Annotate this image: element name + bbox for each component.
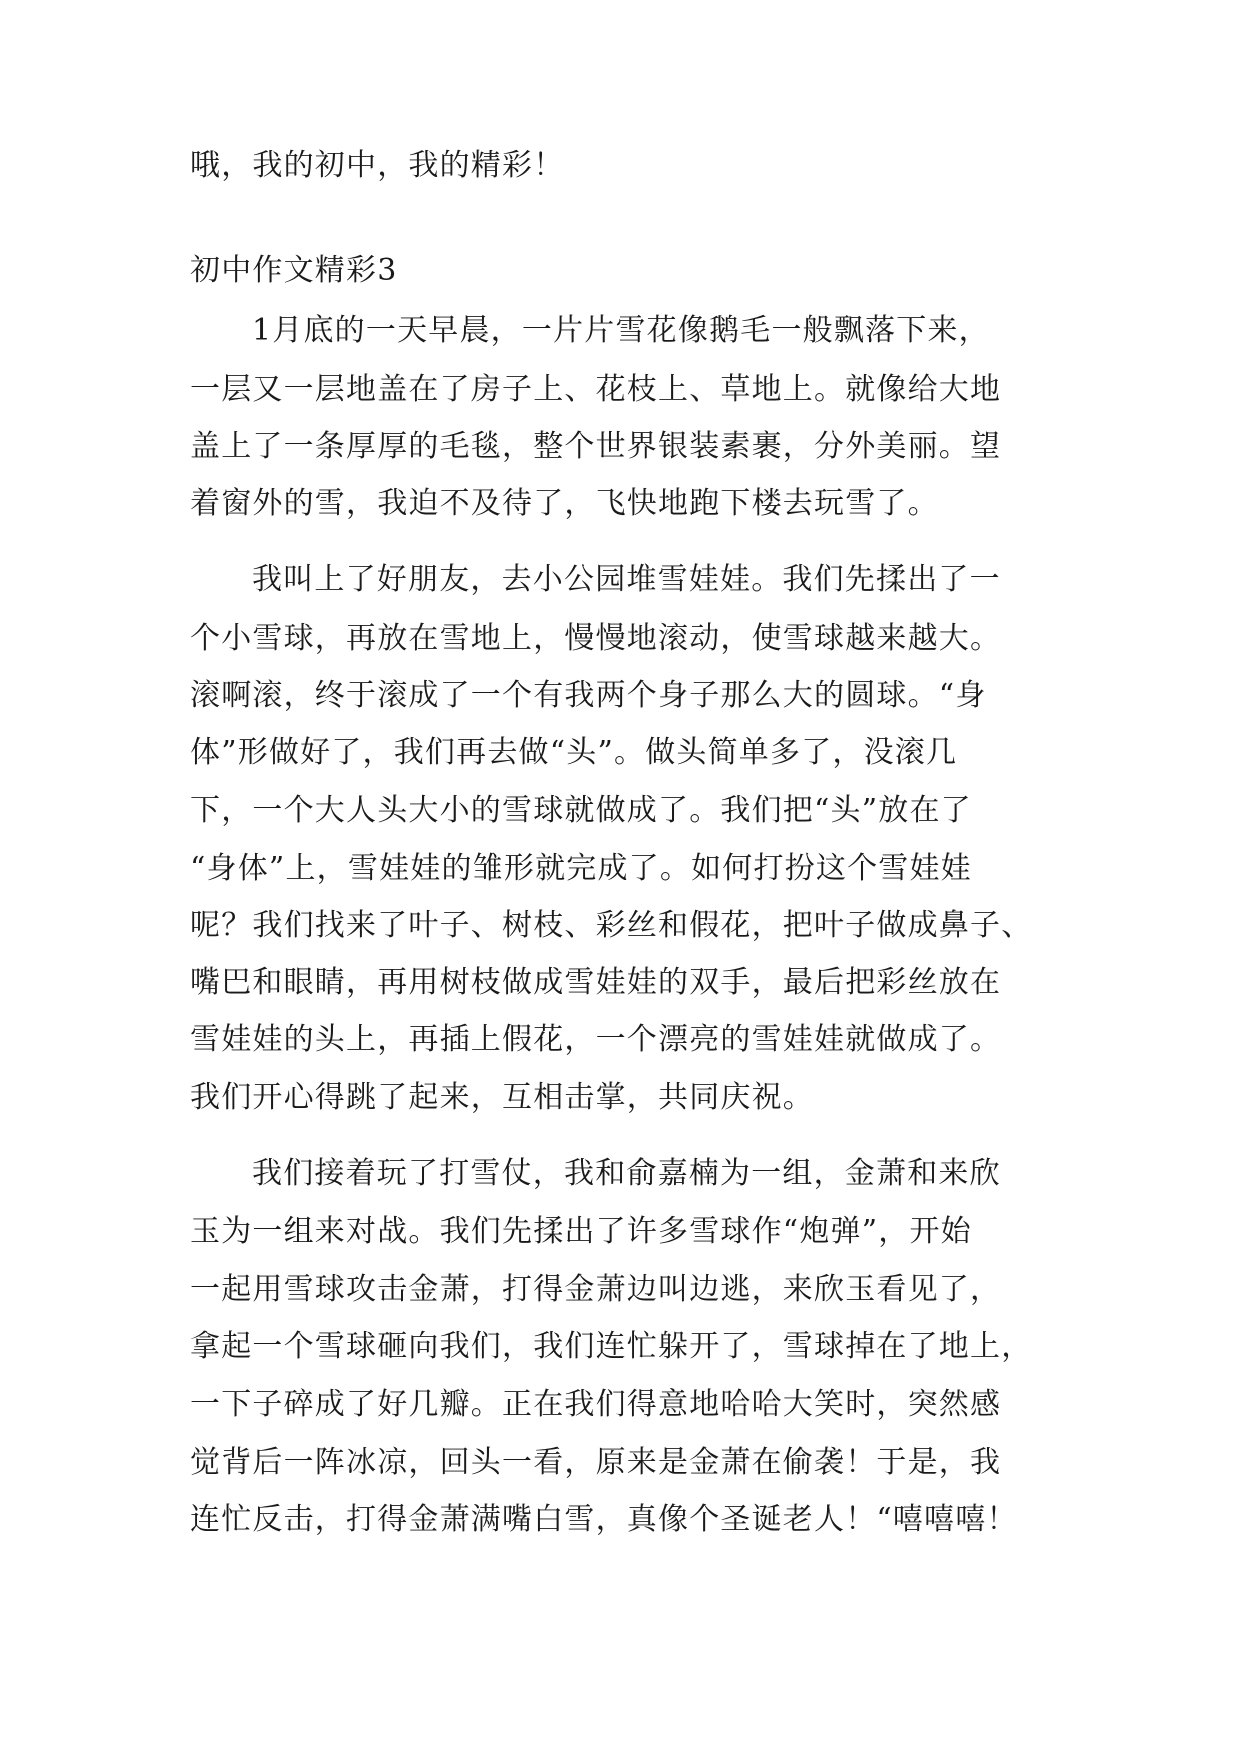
text-line: 玉为一组来对战。我们先揉出了许多雪球作“炮弹”，开始	[190, 1214, 972, 1249]
text-line: 一层又一层地盖在了房子上、花枝上、草地上。就像给大地	[190, 372, 1002, 407]
text-line: 一起用雪球攻击金萧，打得金萧边叫边逃，来欣玉看见了，	[190, 1272, 1002, 1307]
text-line: 我们开心得跳了起来，互相击掌，共同庆祝。	[190, 1080, 814, 1115]
text-line: 体”形做好了，我们再去做“头”。做头简单多了，没滚几	[190, 735, 958, 770]
text-line: 盖上了一条厚厚的毛毯，整个世界银装素裹，分外美丽。望	[190, 429, 1002, 464]
text-line: 我叫上了好朋友，去小公园堆雪娃娃。我们先揉出了一	[252, 562, 1001, 597]
text-line: 一下子碎成了好几瓣。正在我们得意地哈哈大笑时，突然感	[190, 1387, 1002, 1422]
section-title: 初中作文精彩3	[190, 253, 398, 288]
text-line: 呢？我们找来了叶子、树枝、彩丝和假花，把叶子做成鼻子、	[190, 908, 1033, 943]
text-line: 下，一个大人头大小的雪球就做成了。我们把“头”放在了	[190, 793, 972, 828]
text-line: 个小雪球，再放在雪地上，慢慢地滚动，使雪球越来越大。	[190, 621, 1002, 656]
text-line: 嘴巴和眼睛，再用树枝做成雪娃娃的双手，最后把彩丝放在	[190, 965, 1002, 1000]
text-line: 滚啊滚，终于滚成了一个有我两个身子那么大的圆球。“身	[190, 678, 987, 713]
text-line: 着窗外的雪，我迫不及待了，飞快地跑下楼去玩雪了。	[190, 486, 939, 521]
text-line: 觉背后一阵冰凉，回头一看，原来是金萧在偷袭！于是，我	[190, 1445, 1002, 1480]
text-line: “身体”上，雪娃娃的雏形就完成了。如何打扮这个雪娃娃	[190, 851, 972, 886]
text-line: 1月底的一天早晨，一片片雪花像鹅毛一般飘落下来，	[252, 313, 990, 348]
closing-line: 哦，我的初中，我的精彩！	[190, 148, 565, 183]
text-line: 雪娃娃的头上，再插上假花，一个漂亮的雪娃娃就做成了。	[190, 1022, 1002, 1057]
text-line: 拿起一个雪球砸向我们，我们连忙躲开了，雪球掉在了地上，	[190, 1329, 1033, 1364]
text-line: 我们接着玩了打雪仗，我和俞嘉楠为一组，金萧和来欣	[252, 1156, 1001, 1191]
text-line: 连忙反击，打得金萧满嘴白雪，真像个圣诞老人！“嘻嘻嘻！	[190, 1502, 1018, 1537]
